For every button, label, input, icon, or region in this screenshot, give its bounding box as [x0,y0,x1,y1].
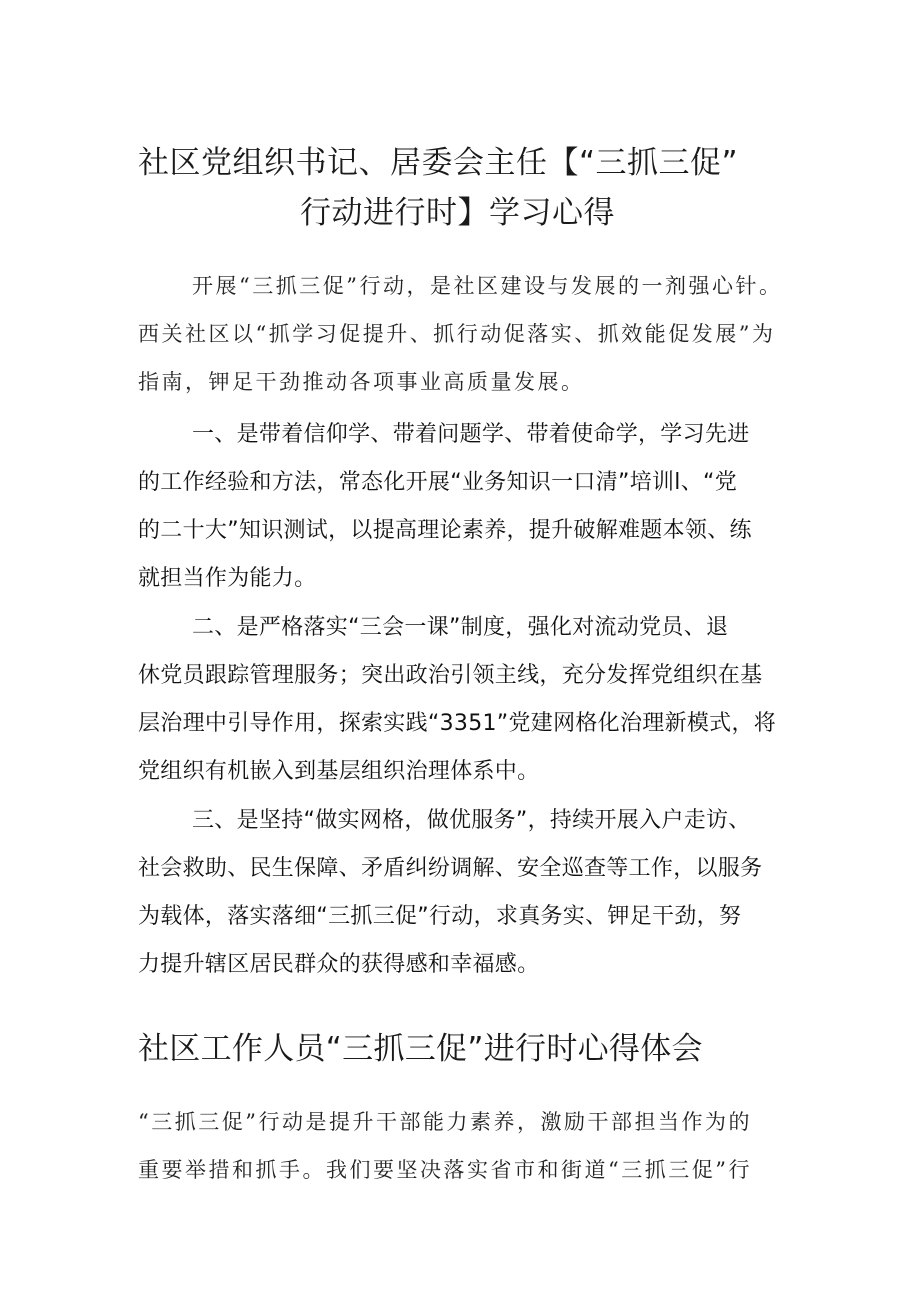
section-1-line-3: 的二十大”知识测试，以提高理论素养，提升破解难题本领、练 [138,518,752,543]
intro-line-1: 开展“三抓三促”行动，是社区建设与发展的一剂强心针。 [192,274,783,298]
section-2-line-1: 二、是严格落实“三会一课”制度，强化对流动党员、退 [192,615,729,640]
section-3-line-4: 力提升辖区居民群众的获得感和幸福感。 [138,952,540,977]
section-4-line-2: 重要举措和抓手。我们要坚决落实省市和街道“三抓三促”行 [138,1158,752,1182]
section-4-line-1: “三抓三促”行动是提升干部能力素养，激励干部担当作为的 [138,1110,752,1134]
section-1-line-1: 一、是带着信仰学、带着问题学、带着使命学，学习先进 [192,422,750,447]
section-3-line-3: 为载体，落实落细“三抓三促”行动，求真务实、钾足干劲，努 [138,904,742,929]
section-2-line-3: 层治理中引导作用，探索实践“3351”党建网格化治理新模式，将 [138,711,777,736]
section-1-paragraph [138,411,798,603]
section-4-paragraph [138,1098,798,1194]
document-title-line-1: 社区党组织书记、居委会主任【“三抓三促” [138,145,739,181]
document-title-line-2: 行动进行时】学习心得 [300,195,615,231]
section-3-line-2: 社会救助、民生保障、矛盾纠纷调解、安全巡查等工作，以服务 [138,856,763,881]
section-1-line-4: 就担当作为能力。 [138,566,317,591]
section-1-line-2: 的工作经验和方法，常态化开展“业务知识一口清”培训l、“党 [138,470,738,495]
intro-line-2: 西关社区以“抓学习促提升、抓行动促落实、抓效能促发展”为 [138,322,776,346]
second-article-title: 社区工作人员“三抓三促”进行时心得体会 [138,1031,703,1067]
section-2-line-4: 党组织有机嵌入到基层组织治理体系中。 [138,759,540,784]
intro-line-3: 指南，钾足干劲推动各项事业高质量发展。 [138,370,585,394]
section-3-paragraph [138,797,798,989]
section-3-line-1: 三、是坚持“做实网格，做优服务”，持续开展入户走访、 [192,808,751,833]
section-2-line-2: 休党员跟踪管理服务；突出政治引领主线，充分发挥党组织在基 [138,663,763,688]
intro-paragraph [138,262,798,406]
section-2-paragraph [138,604,798,796]
